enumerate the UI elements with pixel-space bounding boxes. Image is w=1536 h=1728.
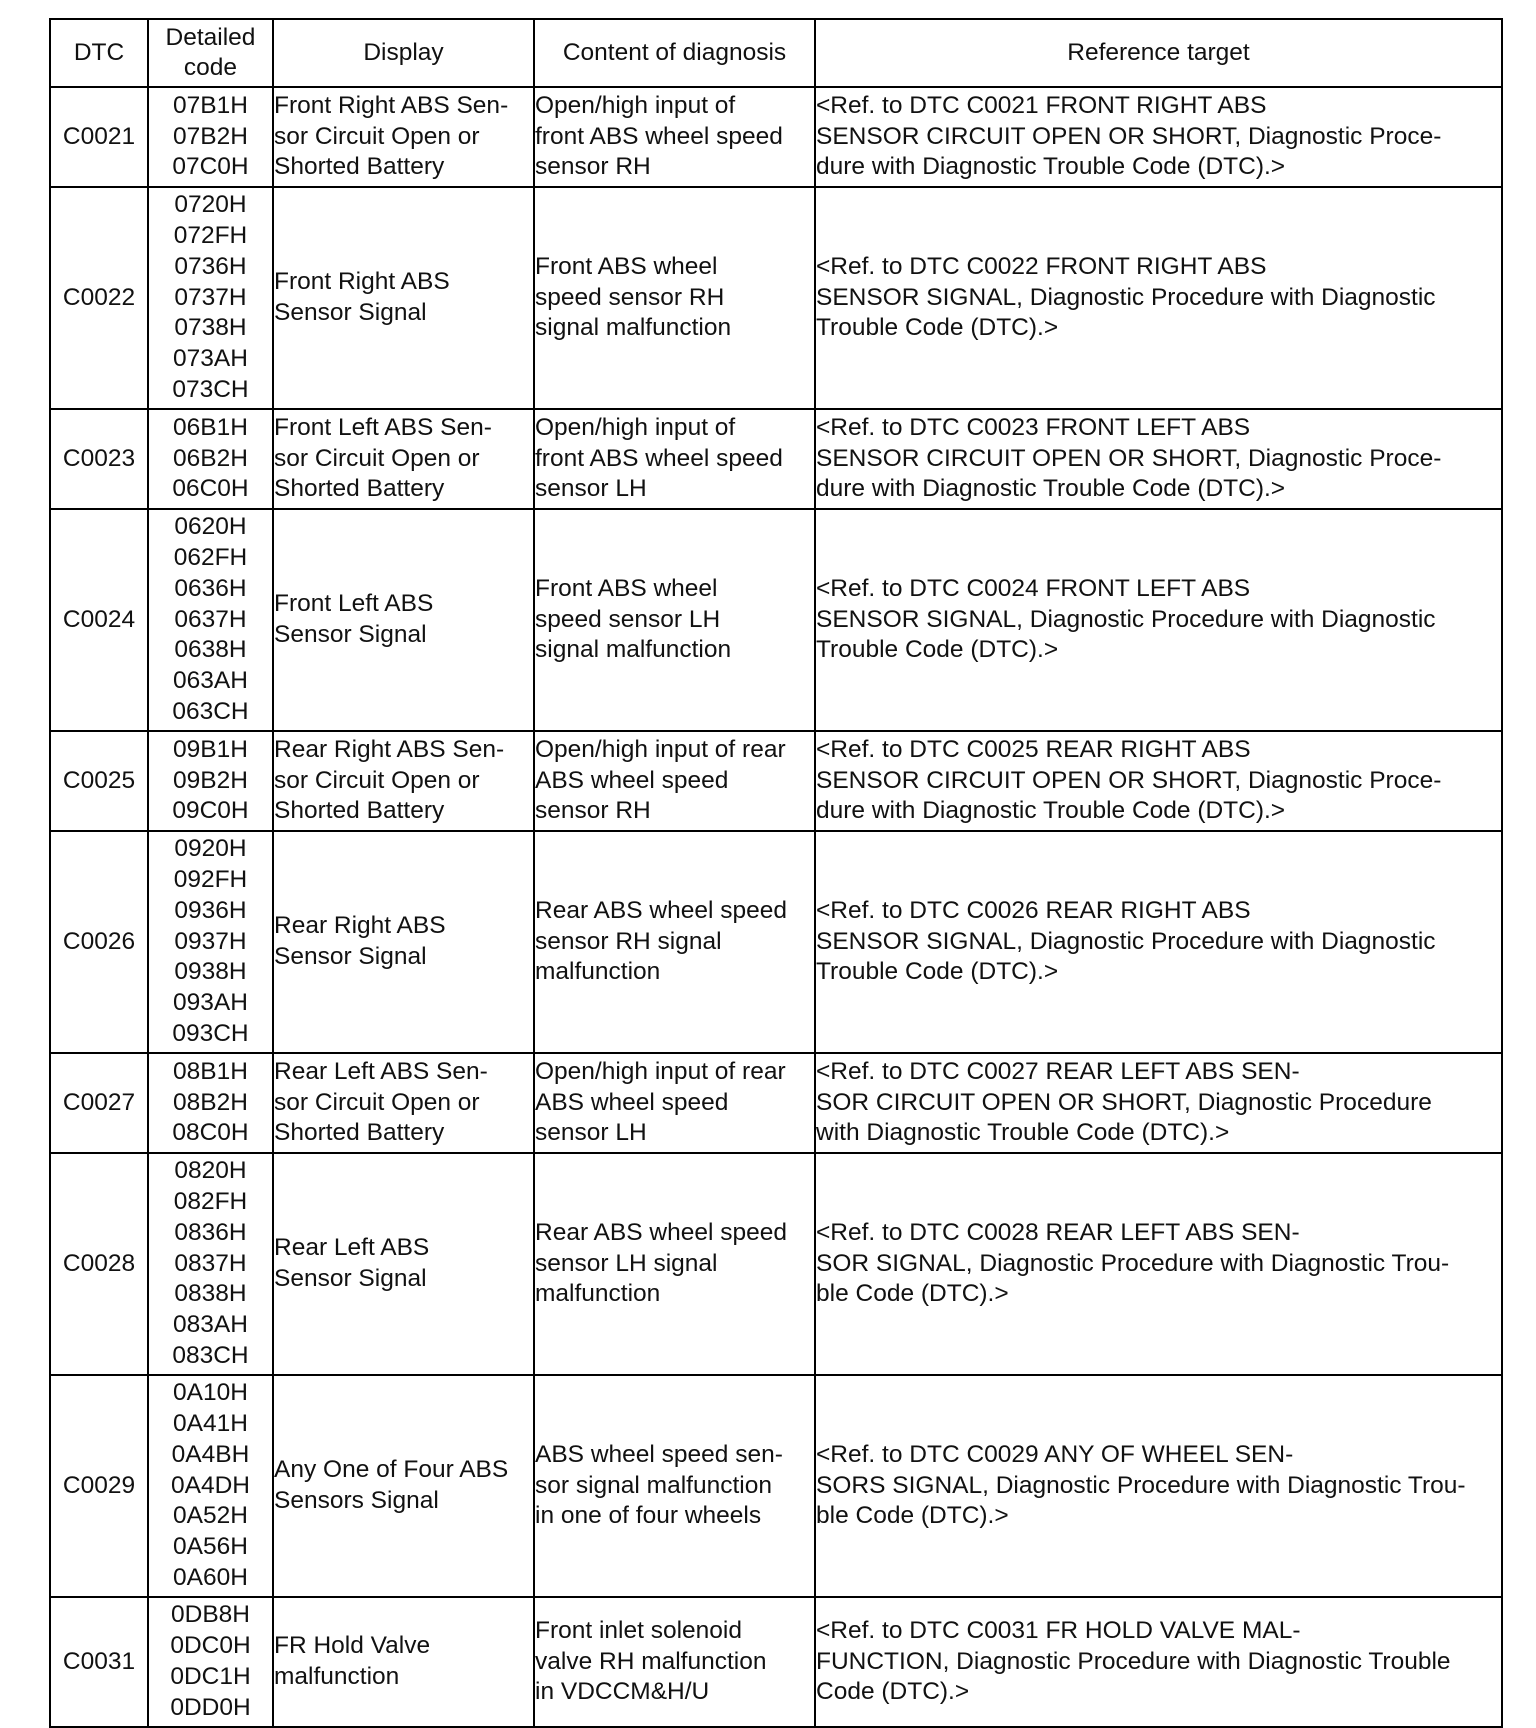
table-row — [50, 1153, 1502, 1375]
display-line: FR Hold Valve — [274, 1632, 431, 1660]
detailed-code: 07B2H — [173, 122, 248, 150]
reference-line: SENSOR CIRCUIT OPEN OR SHORT, Diagnostic Proce- — [816, 766, 1442, 794]
detailed-code: 0738H — [174, 314, 247, 342]
detailed-code: 06B1H — [173, 413, 248, 441]
detailed-code-cell — [148, 1375, 273, 1597]
reference-line: <Ref. to DTC C0031 FR HOLD VALVE MAL- — [816, 1616, 1301, 1644]
reference-line: with Diagnostic Trouble Code (DTC).> — [816, 1119, 1230, 1147]
display-cell — [273, 731, 534, 831]
diagnosis-line: Rear ABS wheel speed — [535, 1218, 787, 1246]
detailed-code: 0936H — [174, 896, 247, 924]
diagnosis-line: speed sensor LH — [535, 605, 721, 633]
detailed-code: 08B1H — [173, 1057, 248, 1085]
diagnosis-line: malfunction — [535, 958, 661, 986]
detailed-code: 0A10H — [173, 1379, 248, 1407]
diagnosis-line: ABS wheel speed sen- — [535, 1440, 783, 1468]
diagnosis-line: sor signal malfunction — [535, 1471, 772, 1499]
diagnosis-cell — [534, 509, 815, 731]
reference-line: dure with Diagnostic Trouble Code (DTC).> — [816, 475, 1286, 503]
table-row — [50, 731, 1502, 831]
detailed-code: 0DB8H — [171, 1601, 250, 1629]
detailed-code: 0836H — [174, 1218, 247, 1246]
diagnosis-line: valve RH malfunction — [535, 1647, 767, 1675]
detailed-code: 0620H — [174, 513, 247, 541]
detailed-code-cell — [148, 187, 273, 409]
reference-cell — [815, 187, 1502, 409]
diagnosis-line: sensor RH signal — [535, 927, 722, 955]
dtc-table — [49, 18, 1503, 1728]
display-line: Shorted Battery — [274, 153, 445, 181]
display-cell — [273, 1153, 534, 1375]
diagnosis-line: Rear ABS wheel speed — [535, 896, 787, 924]
display-cell — [273, 187, 534, 409]
display-cell — [273, 409, 534, 509]
detailed-code: 082FH — [173, 1188, 248, 1215]
reference-line: SENSOR CIRCUIT OPEN OR SHORT, Diagnostic Proce- — [816, 122, 1442, 150]
diagnosis-line: malfunction — [535, 1280, 661, 1308]
display-line: Rear Right ABS Sen- — [274, 735, 505, 763]
diagnosis-cell — [534, 1153, 815, 1375]
detailed-code: 0920H — [174, 835, 247, 863]
diagnosis-line: sensor RH — [535, 797, 651, 825]
detailed-code-cell — [148, 831, 273, 1053]
detailed-code: 063AH — [173, 667, 248, 695]
display-line: sor Circuit Open or — [274, 766, 480, 794]
display-line: sor Circuit Open or — [274, 444, 480, 472]
detailed-code: 0A56H — [173, 1533, 248, 1561]
detailed-code: 0638H — [174, 636, 247, 664]
reference-line: <Ref. to DTC C0028 REAR LEFT ABS SEN- — [816, 1218, 1300, 1246]
dtc-cell: C0031 — [50, 1597, 148, 1727]
table-row — [50, 409, 1502, 509]
reference-line: <Ref. to DTC C0025 REAR RIGHT ABS — [816, 735, 1251, 763]
display-cell — [273, 509, 534, 731]
detailed-code: 09B1H — [173, 735, 248, 763]
detailed-code: 073AH — [173, 345, 248, 373]
detailed-code: 062FH — [173, 544, 248, 571]
display-cell — [273, 87, 534, 187]
display-line: sor Circuit Open or — [274, 122, 480, 150]
table-row — [50, 1597, 1502, 1727]
detailed-code: 09B2H — [173, 766, 248, 794]
table-row — [50, 1375, 1502, 1597]
detailed-code: 063CH — [172, 697, 249, 725]
detailed-code: 08B2H — [173, 1088, 248, 1116]
detailed-code: 083AH — [173, 1311, 248, 1339]
diagnosis-line: Open/high input of — [535, 91, 736, 119]
diagnosis-line: speed sensor RH — [535, 283, 725, 311]
display-line: Sensor Signal — [274, 943, 427, 970]
diagnosis-line: Open/high input of — [535, 413, 736, 441]
diagnosis-line: front ABS wheel speed — [535, 444, 783, 472]
dtc-cell: C0027 — [50, 1053, 148, 1153]
detailed-code-cell — [148, 509, 273, 731]
display-line: Shorted Battery — [274, 1119, 445, 1147]
detailed-code: 093CH — [172, 1019, 249, 1047]
detailed-code-cell — [148, 1153, 273, 1375]
diagnosis-cell — [534, 1597, 815, 1727]
diagnosis-line: Open/high input of rear — [535, 735, 786, 763]
diagnosis-line: front ABS wheel speed — [535, 122, 783, 150]
reference-line: <Ref. to DTC C0024 FRONT LEFT ABS — [816, 574, 1251, 602]
reference-line: <Ref. to DTC C0027 REAR LEFT ABS SEN- — [816, 1057, 1300, 1085]
table-body — [50, 87, 1502, 1727]
detailed-code-cell — [148, 1597, 273, 1727]
display-line: Front Left ABS — [274, 590, 434, 618]
display-cell — [273, 1053, 534, 1153]
reference-line: FUNCTION, Diagnostic Procedure with Diagnostic Trouble — [816, 1647, 1451, 1675]
reference-cell — [815, 831, 1502, 1053]
reference-line: <Ref. to DTC C0023 FRONT LEFT ABS — [816, 413, 1251, 441]
reference-line: SOR CIRCUIT OPEN OR SHORT, Diagnostic Procedure — [816, 1088, 1432, 1116]
header-reference-target: Reference target — [815, 19, 1502, 87]
detailed-code: 06C0H — [172, 475, 249, 503]
diagnosis-line: in one of four wheels — [535, 1502, 762, 1530]
reference-line: SOR SIGNAL, Diagnostic Procedure with Diagnostic Trou- — [816, 1249, 1450, 1277]
display-line: Any One of Four ABS — [274, 1456, 509, 1484]
dtc-cell: C0023 — [50, 409, 148, 509]
detailed-code: 0A4BH — [171, 1440, 250, 1468]
reference-line: SENSOR SIGNAL, Diagnostic Procedure with Diagnostic — [816, 283, 1436, 311]
diagnosis-line: in VDCCM&H/U — [535, 1678, 710, 1706]
table-row — [50, 509, 1502, 731]
detailed-code-cell — [148, 87, 273, 187]
header-dtc: DTC — [50, 19, 148, 87]
display-line: Front Right ABS Sen- — [274, 91, 509, 119]
table-row — [50, 831, 1502, 1053]
reference-line: dure with Diagnostic Trouble Code (DTC).> — [816, 797, 1286, 825]
detailed-code: 0737H — [174, 283, 247, 311]
reference-line: <Ref. to DTC C0021 FRONT RIGHT ABS — [816, 91, 1267, 119]
detailed-code: 072FH — [173, 222, 248, 249]
detailed-code: 06B2H — [173, 444, 248, 472]
reference-line: <Ref. to DTC C0026 REAR RIGHT ABS — [816, 896, 1251, 924]
detailed-code: 0DD0H — [170, 1693, 251, 1721]
detailed-code: 0A4DH — [171, 1471, 250, 1499]
reference-line: dure with Diagnostic Trouble Code (DTC).> — [816, 153, 1286, 181]
display-line: Sensor Signal — [274, 299, 427, 326]
detailed-code: 0A41H — [173, 1410, 248, 1437]
detailed-code: 0837H — [174, 1249, 247, 1277]
table-row — [50, 1053, 1502, 1153]
diagnosis-line: Open/high input of rear — [535, 1057, 786, 1085]
detailed-code: 0820H — [174, 1157, 247, 1185]
diagnosis-cell — [534, 87, 815, 187]
reference-cell — [815, 731, 1502, 831]
diagnosis-cell — [534, 409, 815, 509]
display-line: Shorted Battery — [274, 475, 445, 503]
detailed-code-cell — [148, 1053, 273, 1153]
diagnosis-cell — [534, 831, 815, 1053]
display-line: Rear Left ABS Sen- — [274, 1057, 488, 1085]
reference-cell — [815, 1153, 1502, 1375]
display-line: Shorted Battery — [274, 797, 445, 825]
reference-line: ble Code (DTC).> — [816, 1280, 1009, 1308]
reference-line: Trouble Code (DTC).> — [816, 636, 1059, 664]
table-header-row — [50, 19, 1502, 87]
detailed-code: 0637H — [174, 605, 247, 633]
reference-line: <Ref. to DTC C0022 FRONT RIGHT ABS — [816, 252, 1267, 280]
dtc-cell: C0022 — [50, 187, 148, 409]
reference-cell — [815, 1375, 1502, 1597]
dtc-cell: C0025 — [50, 731, 148, 831]
header-detailed-code — [148, 19, 273, 87]
reference-line: SENSOR SIGNAL, Diagnostic Procedure with Diagnostic — [816, 927, 1436, 955]
detailed-code: 0636H — [174, 574, 247, 602]
diagnosis-cell — [534, 187, 815, 409]
diagnosis-line: signal malfunction — [535, 314, 732, 342]
detailed-code: 0736H — [174, 252, 247, 280]
display-line: Front Left ABS Sen- — [274, 413, 492, 441]
display-cell — [273, 1375, 534, 1597]
reference-cell — [815, 509, 1502, 731]
diagnosis-line: Front ABS wheel — [535, 574, 718, 602]
detailed-code: 0838H — [174, 1280, 247, 1308]
reference-cell — [815, 1597, 1502, 1727]
diagnosis-cell — [534, 1053, 815, 1153]
detailed-code: 07C0H — [172, 153, 249, 181]
reference-line: ble Code (DTC).> — [816, 1502, 1009, 1530]
detailed-code: 0DC0H — [170, 1632, 251, 1660]
detailed-code: 0938H — [174, 958, 247, 986]
detailed-code-cell — [148, 409, 273, 509]
reference-line: Trouble Code (DTC).> — [816, 314, 1059, 342]
table-row — [50, 87, 1502, 187]
detailed-code: 0720H — [174, 191, 247, 219]
detailed-code: 092FH — [173, 866, 248, 893]
detailed-code: 093AH — [173, 989, 248, 1017]
diagnosis-line: Front ABS wheel — [535, 252, 718, 280]
display-line: sor Circuit Open or — [274, 1088, 480, 1116]
header-detailed-code-label: Detailed code — [165, 24, 256, 81]
detailed-code: 0A60H — [173, 1563, 248, 1591]
reference-line: <Ref. to DTC C0029 ANY OF WHEEL SEN- — [816, 1440, 1294, 1468]
reference-cell — [815, 409, 1502, 509]
reference-cell — [815, 1053, 1502, 1153]
detailed-code: 08C0H — [172, 1119, 249, 1147]
detailed-code: 07B1H — [173, 91, 248, 119]
display-line: Sensor Signal — [274, 621, 427, 648]
dtc-cell: C0028 — [50, 1153, 148, 1375]
display-cell — [273, 1597, 534, 1727]
reference-line: Trouble Code (DTC).> — [816, 958, 1059, 986]
display-cell — [273, 831, 534, 1053]
display-line: Sensor Signal — [274, 1265, 427, 1292]
dtc-cell: C0021 — [50, 87, 148, 187]
diagnosis-line: sensor LH — [535, 475, 647, 503]
detailed-code: 0937H — [174, 927, 247, 955]
diagnosis-line: ABS wheel speed — [535, 766, 729, 794]
header-content-of-diagnosis: Content of diagnosis — [534, 19, 815, 87]
detailed-code: 0A52H — [173, 1502, 248, 1530]
display-line: Rear Left ABS — [274, 1234, 430, 1262]
reference-line: SORS SIGNAL, Diagnostic Procedure with Diagnostic Trou- — [816, 1471, 1466, 1499]
diagnosis-line: Front inlet solenoid — [535, 1616, 743, 1644]
display-line: malfunction — [274, 1663, 400, 1690]
detailed-code: 073CH — [172, 375, 249, 403]
dtc-cell: C0024 — [50, 509, 148, 731]
reference-cell — [815, 87, 1502, 187]
diagnosis-line: sensor RH — [535, 153, 651, 181]
display-line: Sensors Signal — [274, 1487, 439, 1514]
diagnosis-line: signal malfunction — [535, 636, 732, 664]
reference-line: SENSOR CIRCUIT OPEN OR SHORT, Diagnostic Proce- — [816, 444, 1442, 472]
detailed-code-cell — [148, 731, 273, 831]
diagnosis-cell — [534, 731, 815, 831]
dtc-cell: C0029 — [50, 1375, 148, 1597]
diagnosis-line: sensor LH — [535, 1119, 647, 1147]
detailed-code: 09C0H — [172, 797, 249, 825]
diagnosis-line: ABS wheel speed — [535, 1088, 729, 1116]
detailed-code: 0DC1H — [170, 1663, 251, 1690]
diagnosis-cell — [534, 1375, 815, 1597]
header-display: Display — [273, 19, 534, 87]
display-line: Front Right ABS — [274, 268, 450, 296]
reference-line: SENSOR SIGNAL, Diagnostic Procedure with Diagnostic — [816, 605, 1436, 633]
detailed-code: 083CH — [172, 1341, 249, 1369]
reference-line: Code (DTC).> — [816, 1678, 970, 1706]
dtc-cell: C0026 — [50, 831, 148, 1053]
table-row — [50, 187, 1502, 409]
diagnosis-line: sensor LH signal — [535, 1249, 718, 1277]
display-line: Rear Right ABS — [274, 912, 446, 940]
